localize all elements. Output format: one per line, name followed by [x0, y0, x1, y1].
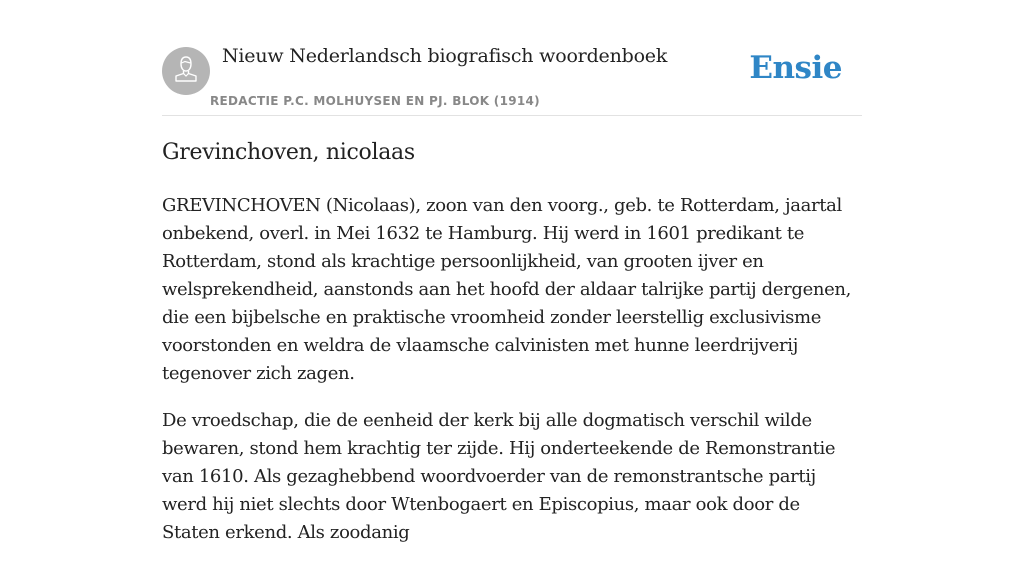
- header: [162, 0, 862, 116]
- ensie-logo[interactable]: Ensie: [749, 50, 842, 86]
- book-subtitle: REDACTIE P.C. MOLHUYSEN EN PJ. BLOK (1914): [210, 94, 540, 108]
- avatar[interactable]: [162, 47, 210, 95]
- book-title[interactable]: Nieuw Nederlandsch biografisch woordenboek: [222, 45, 668, 67]
- article-body: [162, 192, 862, 566]
- user-icon: [173, 55, 199, 88]
- content: [162, 0, 862, 543]
- paragraph: De vroedschap, die de eenheid der kerk bij alle dogmatisch verschil wilde bewaren, stond hem krachtig ter zijde. Hij onderteekende de Remonstrantie van 1610. Als gezaghebbend woordvoerder van de remonstrantsche partij werd hij niet slechts door Wtenbogaert en Episcopius, maar ook door de Staten erkend. Als zoodanig: [162, 410, 836, 543]
- paragraph: GREVINCHOVEN (Nicolaas), zoon van den voorg., geb. te Rotterdam, jaartal onbekend, overl. in Mei 1632 te Hamburg. Hij werd in 1601 predikant te Rotterdam, stond als krachtige persoonlijkheid, van grooten ijver en welsprekendheid, aanstonds aan het hoofd der aldaar talrijke partij dergenen, die een bijbelsche en praktische vroomheid zonder leerstellig exclusivisme voorstonden en weldra de vlaamsche calvinisten met hunne leerdrijverij tegenover zich zagen.: [162, 195, 852, 384]
- article-title: Grevinchoven, nicolaas: [162, 140, 415, 165]
